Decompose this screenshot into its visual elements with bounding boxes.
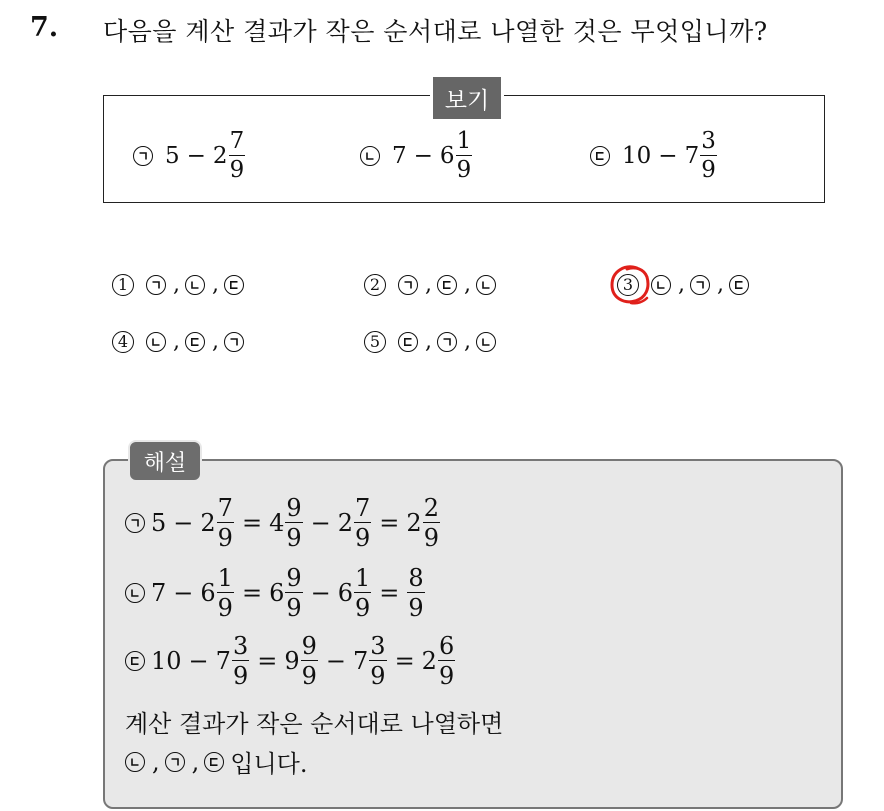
bogi-item-1-left: 5 [165,143,180,169]
bogi-item-3-fraction: $\frac{3}{9}$ [701,128,716,183]
bogi-item-nieun [360,130,473,182]
bogi-item-1-fraction: $\frac{7}{9}$ [229,128,245,183]
digeut-icon [125,651,145,671]
bogi-item-2-fraction: $\frac{1}{9}$ [456,128,472,183]
question-text: 다음을 계산 결과가 작은 순서대로 나열한 것은 무엇입니까? [103,17,768,46]
solution-line-nieun: 7 − 6 $\frac{1}{9}$ = 6 $\frac{9}{9}$ − 6 $\frac{1}{9}$ = $\frac{8}{9}$ [125,566,426,620]
choice-number-1: 1 [112,274,134,296]
giyeok-icon [125,513,145,533]
digeut-icon [204,752,224,772]
bogi-item-2-left: 7 [392,143,407,169]
solution-line-giyeok: 5 − 2 $\frac{7}{9}$ = 4 $\frac{9}{9}$ − 2 $\frac{7}{9}$ = 2 $\frac{2}{9}$ [125,496,441,550]
choice-4[interactable]: 4 , , [112,329,250,354]
choice-number-5: 5 [364,331,386,353]
choice-number-3: 3 [617,274,639,296]
bogi-item-giyeok [133,130,246,182]
giyeok-icon [133,146,153,166]
digeut-icon [398,332,418,352]
bogi-item-3-whole: 7 [684,143,700,169]
bogi-label: 보기 [430,74,504,122]
solution-suffix: 입니다. [230,750,308,778]
choice-5[interactable]: 5 , , [364,329,502,354]
choice-1[interactable]: 1 , , [112,272,250,297]
answer-circle-mark [607,262,653,308]
giyeok-icon [437,332,457,352]
nieun-icon [125,583,145,603]
bogi-item-1-op: − [186,143,206,169]
choice-number-2: 2 [364,274,386,296]
bogi-item-2-whole: 6 [439,143,455,169]
choice-2[interactable]: 2 , , [364,272,502,297]
giyeok-icon [146,275,166,295]
choice-3[interactable]: 3 , , [617,272,755,297]
giyeok-icon [165,752,185,772]
nieun-icon [476,332,496,352]
nieun-icon [360,146,380,166]
nieun-icon [146,332,166,352]
nieun-icon [185,275,205,295]
solution-label: 해설 [128,440,202,482]
solution-conclusion: 계산 결과가 작은 순서대로 나열하면 [125,710,504,738]
bogi-item-1-whole: 2 [212,143,228,169]
nieun-icon [651,275,671,295]
bogi-item-3-left: 10 [622,143,652,169]
giyeok-icon [398,275,418,295]
bogi-item-3-op: − [658,143,678,169]
digeut-icon [437,275,457,295]
choice-number-4: 4 [112,331,134,353]
solution-line-digeut: 10 − 7 $\frac{3}{9}$ = 9 $\frac{9}{9}$ − 7 $\frac{3}{9}$ = 2 $\frac{6}{9}$ [125,634,456,688]
nieun-icon [125,752,145,772]
digeut-icon [729,275,749,295]
question-number: 7. [30,12,59,43]
bogi-item-2-op: − [413,143,433,169]
digeut-icon [224,275,244,295]
solution-answer: , , 입니다. [125,744,307,779]
giyeok-icon [224,332,244,352]
digeut-icon [590,146,610,166]
digeut-icon [185,332,205,352]
nieun-icon [476,275,496,295]
bogi-item-digeut [590,130,718,182]
giyeok-icon [690,275,710,295]
